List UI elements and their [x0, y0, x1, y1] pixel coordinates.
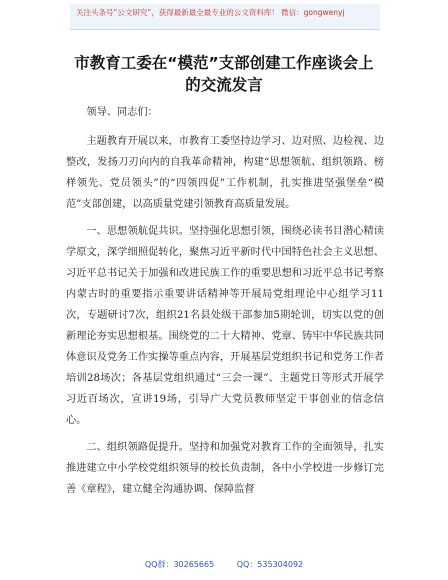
document-body — [66, 102, 384, 506]
top-banner — [70, 4, 380, 30]
title-line-2: 的交流发言 — [185, 76, 263, 94]
paragraph-intro: 主题教育开展以来，市教育工委坚持边学习、边对照、边检视、边整改，发扬刀刃向内的自我革命精神，构建“思想领航、组织领路、榜样领先、党员领头”的“四领四促”工作机制，扎实推进坚强堡垒“模范”支部创建，以高质量党建引领教育高质量发展。 — [66, 136, 384, 210]
footer-contact-bar — [0, 556, 448, 574]
document-title — [56, 52, 392, 96]
paragraph-section-2: 二、组织领路促提升。坚持和加强党对教育工作的全面领导，扎实推进建立中小学校党组织领导的校长负责制，各中小学校进一步修订完善《章程》，建立健全沟通协调、保障监督 — [66, 442, 384, 495]
paragraph-section-1: 一、思想领航促共识。坚持强化思想引领，围绕必读书目潜心精读学原文，深学细照促转化，聚焦习近平新时代中国特色社会主义思想、习近平总书记关于加强和改进民族工作的重要思想和习近平总书记考察内蒙古时的重要指示重要讲话精神等开展局党组理论中心组学习11次，专题研讨7次，组织21名县处级干部参加5期轮训，切实以党的创新理论夯实思想根基。围绕党的二十大精神、党章、铸牢中华民族共同体意识及党务工作实操等重点内容，开展基层党组织书记和党务工作者培训28场次；各基层党组织通过“三会一课”、主题党日等形式开展学习近百场次，宣讲19场，引导广大党员教师坚定干事创业的信念信心。 — [66, 226, 384, 426]
footer-qq-contact: QQ：535304092 — [236, 560, 304, 569]
title-line-1: 市教育工委在“模范”支部创建工作座谈会上 — [74, 54, 374, 72]
footer-qq-group: QQ群：30265665 — [144, 560, 215, 569]
salutation: 领导、同志们： — [86, 107, 158, 118]
banner-text: 关注头条号“公文研究”，获得最新最全最专业的公文资料库！ 微信：gongwenyj — [76, 8, 345, 17]
